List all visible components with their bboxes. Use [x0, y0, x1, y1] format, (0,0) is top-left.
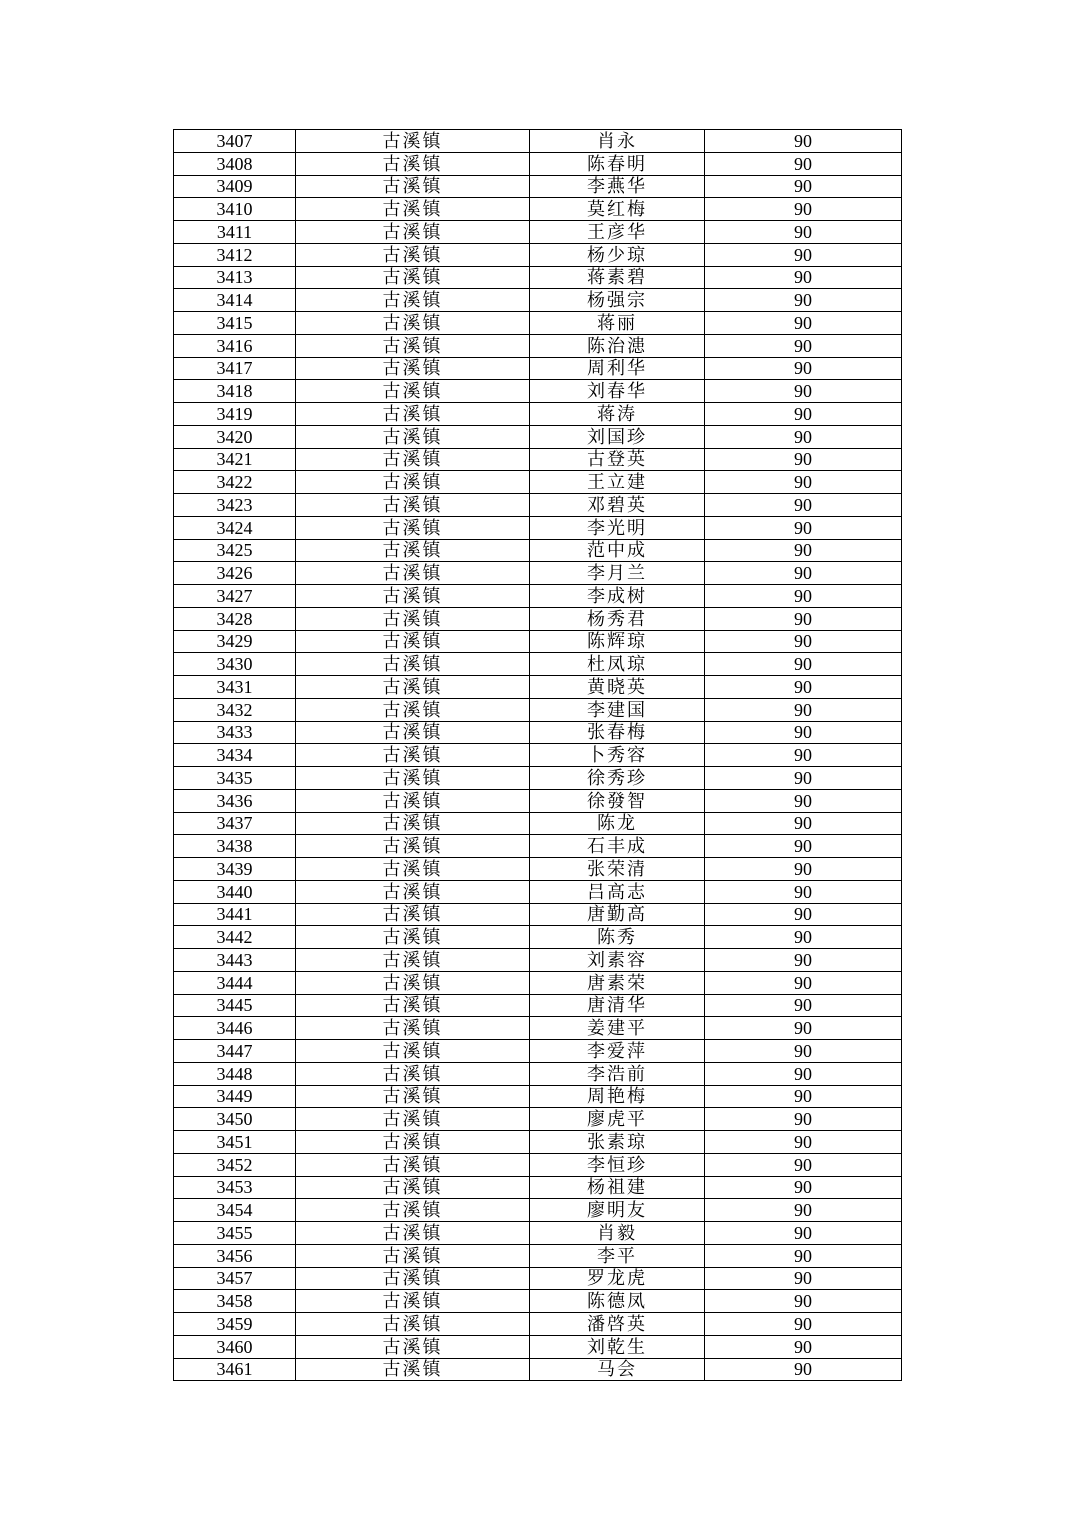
table-row — [174, 994, 902, 1017]
person-name-cell: 陈秀 — [530, 926, 705, 949]
town-cell: 古溪镇 — [296, 903, 530, 926]
row-number-cell: 3430 — [174, 653, 296, 676]
town-cell: 古溪镇 — [296, 1358, 530, 1381]
table-body — [174, 130, 902, 1381]
table-row — [174, 1313, 902, 1336]
amount-cell: 90 — [705, 243, 902, 266]
row-number-cell: 3431 — [174, 676, 296, 699]
table-row — [174, 1358, 902, 1381]
row-number-cell: 3446 — [174, 1017, 296, 1040]
row-number-cell: 3456 — [174, 1244, 296, 1267]
row-number-cell: 3438 — [174, 835, 296, 858]
town-cell: 古溪镇 — [296, 949, 530, 972]
table-row — [174, 562, 902, 585]
table-row — [174, 926, 902, 949]
row-number-cell: 3421 — [174, 448, 296, 471]
person-name-cell: 王彦华 — [530, 221, 705, 244]
row-number-cell: 3418 — [174, 380, 296, 403]
row-number-cell: 3436 — [174, 789, 296, 812]
row-number-cell: 3417 — [174, 357, 296, 380]
table-row — [174, 1222, 902, 1245]
town-cell: 古溪镇 — [296, 926, 530, 949]
person-name-cell: 杨秀君 — [530, 607, 705, 630]
amount-cell: 90 — [705, 1222, 902, 1245]
amount-cell: 90 — [705, 1062, 902, 1085]
row-number-cell: 3425 — [174, 539, 296, 562]
table-row — [174, 1290, 902, 1313]
row-number-cell: 3441 — [174, 903, 296, 926]
town-cell: 古溪镇 — [296, 1199, 530, 1222]
row-number-cell: 3434 — [174, 744, 296, 767]
town-cell: 古溪镇 — [296, 289, 530, 312]
person-name-cell: 潘啓英 — [530, 1313, 705, 1336]
amount-cell: 90 — [705, 1358, 902, 1381]
town-cell: 古溪镇 — [296, 721, 530, 744]
town-cell: 古溪镇 — [296, 198, 530, 221]
town-cell: 古溪镇 — [296, 448, 530, 471]
table-row — [174, 516, 902, 539]
table-row — [174, 1131, 902, 1154]
town-cell: 古溪镇 — [296, 471, 530, 494]
person-name-cell: 杨祖建 — [530, 1176, 705, 1199]
town-cell: 古溪镇 — [296, 1335, 530, 1358]
table-row — [174, 425, 902, 448]
row-number-cell: 3435 — [174, 767, 296, 790]
town-cell: 古溪镇 — [296, 744, 530, 767]
table-row — [174, 380, 902, 403]
table-row — [174, 767, 902, 790]
person-name-cell: 李浩前 — [530, 1062, 705, 1085]
amount-cell: 90 — [705, 380, 902, 403]
amount-cell: 90 — [705, 1267, 902, 1290]
amount-cell: 90 — [705, 676, 902, 699]
town-cell: 古溪镇 — [296, 1244, 530, 1267]
town-cell: 古溪镇 — [296, 1222, 530, 1245]
town-cell: 古溪镇 — [296, 607, 530, 630]
person-name-cell: 陈春明 — [530, 152, 705, 175]
town-cell: 古溪镇 — [296, 767, 530, 790]
table-row — [174, 403, 902, 426]
table-row — [174, 880, 902, 903]
person-name-cell: 杨少琼 — [530, 243, 705, 266]
row-number-cell: 3426 — [174, 562, 296, 585]
person-name-cell: 唐素荣 — [530, 971, 705, 994]
town-cell: 古溪镇 — [296, 1062, 530, 1085]
row-number-cell: 3443 — [174, 949, 296, 972]
table-row — [174, 835, 902, 858]
row-number-cell: 3407 — [174, 130, 296, 153]
town-cell: 古溪镇 — [296, 221, 530, 244]
town-cell: 古溪镇 — [296, 1313, 530, 1336]
town-cell: 古溪镇 — [296, 698, 530, 721]
town-cell: 古溪镇 — [296, 789, 530, 812]
row-number-cell: 3410 — [174, 198, 296, 221]
row-number-cell: 3445 — [174, 994, 296, 1017]
town-cell: 古溪镇 — [296, 243, 530, 266]
town-cell: 古溪镇 — [296, 1153, 530, 1176]
row-number-cell: 3460 — [174, 1335, 296, 1358]
amount-cell: 90 — [705, 630, 902, 653]
town-cell: 古溪镇 — [296, 334, 530, 357]
person-name-cell: 李光明 — [530, 516, 705, 539]
person-name-cell: 李建国 — [530, 698, 705, 721]
row-number-cell: 3447 — [174, 1040, 296, 1063]
person-name-cell: 张荣清 — [530, 858, 705, 881]
person-name-cell: 王立建 — [530, 471, 705, 494]
table-row — [174, 1335, 902, 1358]
town-cell: 古溪镇 — [296, 585, 530, 608]
row-number-cell: 3414 — [174, 289, 296, 312]
person-name-cell: 李爱萍 — [530, 1040, 705, 1063]
amount-cell: 90 — [705, 448, 902, 471]
person-name-cell: 姜建平 — [530, 1017, 705, 1040]
town-cell: 古溪镇 — [296, 1290, 530, 1313]
amount-cell: 90 — [705, 1176, 902, 1199]
table-row — [174, 812, 902, 835]
amount-cell: 90 — [705, 425, 902, 448]
table-row — [174, 130, 902, 153]
row-number-cell: 3452 — [174, 1153, 296, 1176]
table-row — [174, 539, 902, 562]
person-name-cell: 刘乾生 — [530, 1335, 705, 1358]
table-row — [174, 721, 902, 744]
town-cell: 古溪镇 — [296, 516, 530, 539]
table-row — [174, 789, 902, 812]
town-cell: 古溪镇 — [296, 130, 530, 153]
row-number-cell: 3420 — [174, 425, 296, 448]
row-number-cell: 3458 — [174, 1290, 296, 1313]
row-number-cell: 3409 — [174, 175, 296, 198]
table-row — [174, 949, 902, 972]
town-cell: 古溪镇 — [296, 858, 530, 881]
table-row — [174, 1176, 902, 1199]
amount-cell: 90 — [705, 130, 902, 153]
amount-cell: 90 — [705, 767, 902, 790]
amount-cell: 90 — [705, 607, 902, 630]
town-cell: 古溪镇 — [296, 994, 530, 1017]
amount-cell: 90 — [705, 721, 902, 744]
table-row — [174, 1244, 902, 1267]
row-number-cell: 3415 — [174, 312, 296, 335]
table-row — [174, 1085, 902, 1108]
table-row — [174, 676, 902, 699]
amount-cell: 90 — [705, 1017, 902, 1040]
person-name-cell: 陈辉琼 — [530, 630, 705, 653]
town-cell: 古溪镇 — [296, 152, 530, 175]
amount-cell: 90 — [705, 949, 902, 972]
table-row — [174, 1108, 902, 1131]
amount-cell: 90 — [705, 653, 902, 676]
row-number-cell: 3427 — [174, 585, 296, 608]
town-cell: 古溪镇 — [296, 266, 530, 289]
town-cell: 古溪镇 — [296, 880, 530, 903]
table-row — [174, 630, 902, 653]
table-row — [174, 198, 902, 221]
town-cell: 古溪镇 — [296, 562, 530, 585]
table-row — [174, 858, 902, 881]
table-row — [174, 334, 902, 357]
amount-cell: 90 — [705, 539, 902, 562]
amount-cell: 90 — [705, 1153, 902, 1176]
table-row — [174, 1153, 902, 1176]
amount-cell: 90 — [705, 744, 902, 767]
amount-cell: 90 — [705, 1108, 902, 1131]
person-name-cell: 廖虎平 — [530, 1108, 705, 1131]
row-number-cell: 3423 — [174, 494, 296, 517]
amount-cell: 90 — [705, 1131, 902, 1154]
person-name-cell: 唐清华 — [530, 994, 705, 1017]
table-row — [174, 971, 902, 994]
amount-cell: 90 — [705, 1244, 902, 1267]
town-cell: 古溪镇 — [296, 380, 530, 403]
table-row — [174, 357, 902, 380]
person-name-cell: 范中成 — [530, 539, 705, 562]
amount-cell: 90 — [705, 698, 902, 721]
amount-cell: 90 — [705, 835, 902, 858]
table-row — [174, 585, 902, 608]
person-name-cell: 李恒珍 — [530, 1153, 705, 1176]
town-cell: 古溪镇 — [296, 1176, 530, 1199]
row-number-cell: 3444 — [174, 971, 296, 994]
row-number-cell: 3449 — [174, 1085, 296, 1108]
table-row — [174, 471, 902, 494]
person-name-cell: 李成树 — [530, 585, 705, 608]
row-number-cell: 3419 — [174, 403, 296, 426]
row-number-cell: 3422 — [174, 471, 296, 494]
row-number-cell: 3461 — [174, 1358, 296, 1381]
amount-cell: 90 — [705, 266, 902, 289]
person-name-cell: 杜凤琼 — [530, 653, 705, 676]
amount-cell: 90 — [705, 812, 902, 835]
row-number-cell: 3412 — [174, 243, 296, 266]
amount-cell: 90 — [705, 471, 902, 494]
amount-cell: 90 — [705, 516, 902, 539]
row-number-cell: 3454 — [174, 1199, 296, 1222]
table-row — [174, 903, 902, 926]
amount-cell: 90 — [705, 221, 902, 244]
person-name-cell: 蒋素碧 — [530, 266, 705, 289]
town-cell: 古溪镇 — [296, 494, 530, 517]
table-row — [174, 243, 902, 266]
town-cell: 古溪镇 — [296, 1108, 530, 1131]
town-cell: 古溪镇 — [296, 357, 530, 380]
person-name-cell: 刘春华 — [530, 380, 705, 403]
person-name-cell: 廖明友 — [530, 1199, 705, 1222]
amount-cell: 90 — [705, 1313, 902, 1336]
person-name-cell: 肖毅 — [530, 1222, 705, 1245]
town-cell: 古溪镇 — [296, 676, 530, 699]
amount-cell: 90 — [705, 926, 902, 949]
person-name-cell: 邓碧英 — [530, 494, 705, 517]
person-name-cell: 刘素容 — [530, 949, 705, 972]
data-table — [173, 129, 902, 1381]
person-name-cell: 周艳梅 — [530, 1085, 705, 1108]
amount-cell: 90 — [705, 152, 902, 175]
person-name-cell: 唐勤高 — [530, 903, 705, 926]
person-name-cell: 陈龙 — [530, 812, 705, 835]
person-name-cell: 吕高志 — [530, 880, 705, 903]
amount-cell: 90 — [705, 562, 902, 585]
amount-cell: 90 — [705, 357, 902, 380]
row-number-cell: 3442 — [174, 926, 296, 949]
amount-cell: 90 — [705, 994, 902, 1017]
table-row — [174, 1062, 902, 1085]
row-number-cell: 3433 — [174, 721, 296, 744]
person-name-cell: 蒋丽 — [530, 312, 705, 335]
amount-cell: 90 — [705, 858, 902, 881]
row-number-cell: 3429 — [174, 630, 296, 653]
table-row — [174, 152, 902, 175]
amount-cell: 90 — [705, 1085, 902, 1108]
person-name-cell: 徐秀珍 — [530, 767, 705, 790]
person-name-cell: 蒋涛 — [530, 403, 705, 426]
person-name-cell: 马会 — [530, 1358, 705, 1381]
amount-cell: 90 — [705, 334, 902, 357]
row-number-cell: 3451 — [174, 1131, 296, 1154]
amount-cell: 90 — [705, 1040, 902, 1063]
amount-cell: 90 — [705, 1199, 902, 1222]
table-row — [174, 448, 902, 471]
person-name-cell: 李燕华 — [530, 175, 705, 198]
person-name-cell: 周利华 — [530, 357, 705, 380]
town-cell: 古溪镇 — [296, 403, 530, 426]
town-cell: 古溪镇 — [296, 539, 530, 562]
row-number-cell: 3448 — [174, 1062, 296, 1085]
person-name-cell: 肖永 — [530, 130, 705, 153]
table-row — [174, 1017, 902, 1040]
person-name-cell: 陈德凤 — [530, 1290, 705, 1313]
table-row — [174, 312, 902, 335]
row-number-cell: 3424 — [174, 516, 296, 539]
row-number-cell: 3439 — [174, 858, 296, 881]
person-name-cell: 刘国珍 — [530, 425, 705, 448]
town-cell: 古溪镇 — [296, 630, 530, 653]
town-cell: 古溪镇 — [296, 1040, 530, 1063]
row-number-cell: 3453 — [174, 1176, 296, 1199]
table-row — [174, 744, 902, 767]
row-number-cell: 3437 — [174, 812, 296, 835]
town-cell: 古溪镇 — [296, 1131, 530, 1154]
table-row — [174, 289, 902, 312]
town-cell: 古溪镇 — [296, 653, 530, 676]
person-name-cell: 张素琼 — [530, 1131, 705, 1154]
town-cell: 古溪镇 — [296, 971, 530, 994]
row-number-cell: 3450 — [174, 1108, 296, 1131]
row-number-cell: 3459 — [174, 1313, 296, 1336]
amount-cell: 90 — [705, 903, 902, 926]
table-row — [174, 221, 902, 244]
amount-cell: 90 — [705, 198, 902, 221]
row-number-cell: 3440 — [174, 880, 296, 903]
amount-cell: 90 — [705, 1290, 902, 1313]
person-name-cell: 莫红梅 — [530, 198, 705, 221]
table-row — [174, 266, 902, 289]
table-row — [174, 494, 902, 517]
table-row — [174, 607, 902, 630]
person-name-cell: 罗龙虎 — [530, 1267, 705, 1290]
person-name-cell: 徐發智 — [530, 789, 705, 812]
person-name-cell: 卜秀容 — [530, 744, 705, 767]
amount-cell: 90 — [705, 880, 902, 903]
amount-cell: 90 — [705, 971, 902, 994]
person-name-cell: 陈治漶 — [530, 334, 705, 357]
amount-cell: 90 — [705, 1335, 902, 1358]
table-row — [174, 1199, 902, 1222]
row-number-cell: 3408 — [174, 152, 296, 175]
amount-cell: 90 — [705, 312, 902, 335]
person-name-cell: 石丰成 — [530, 835, 705, 858]
town-cell: 古溪镇 — [296, 312, 530, 335]
row-number-cell: 3416 — [174, 334, 296, 357]
amount-cell: 90 — [705, 494, 902, 517]
person-name-cell: 李平 — [530, 1244, 705, 1267]
row-number-cell: 3457 — [174, 1267, 296, 1290]
amount-cell: 90 — [705, 175, 902, 198]
town-cell: 古溪镇 — [296, 1267, 530, 1290]
town-cell: 古溪镇 — [296, 835, 530, 858]
town-cell: 古溪镇 — [296, 175, 530, 198]
table-row — [174, 1040, 902, 1063]
person-name-cell: 古登英 — [530, 448, 705, 471]
town-cell: 古溪镇 — [296, 425, 530, 448]
table-row — [174, 653, 902, 676]
row-number-cell: 3455 — [174, 1222, 296, 1245]
town-cell: 古溪镇 — [296, 1085, 530, 1108]
table-row — [174, 1267, 902, 1290]
amount-cell: 90 — [705, 585, 902, 608]
town-cell: 古溪镇 — [296, 1017, 530, 1040]
person-name-cell: 张春梅 — [530, 721, 705, 744]
amount-cell: 90 — [705, 403, 902, 426]
row-number-cell: 3411 — [174, 221, 296, 244]
table-row — [174, 175, 902, 198]
row-number-cell: 3413 — [174, 266, 296, 289]
row-number-cell: 3432 — [174, 698, 296, 721]
table-row — [174, 698, 902, 721]
town-cell: 古溪镇 — [296, 812, 530, 835]
person-name-cell: 杨强宗 — [530, 289, 705, 312]
person-name-cell: 李月兰 — [530, 562, 705, 585]
amount-cell: 90 — [705, 789, 902, 812]
amount-cell: 90 — [705, 289, 902, 312]
row-number-cell: 3428 — [174, 607, 296, 630]
person-name-cell: 黄晓英 — [530, 676, 705, 699]
